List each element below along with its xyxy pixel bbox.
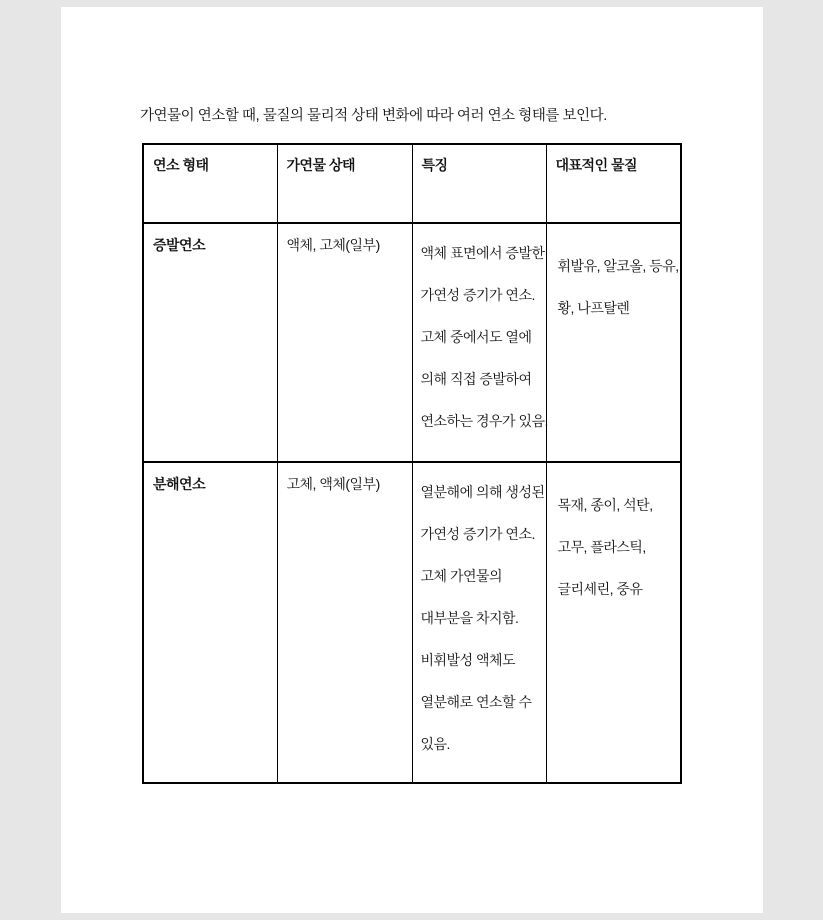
column-header-combustion-type: 연소 형태 xyxy=(143,144,277,223)
characteristics-line: 열분해로 연소할 수 xyxy=(420,694,532,710)
cell-representative-substances xyxy=(546,223,681,462)
column-header-representative-substances: 대표적인 물질 xyxy=(546,144,681,223)
table-row xyxy=(143,223,681,462)
characteristics-line: 고체 가연물의 xyxy=(420,568,503,584)
substances-line: 휘발유, 알코올, 등유, xyxy=(557,258,679,274)
column-header-fuel-state: 가연물 상태 xyxy=(277,144,412,223)
characteristics-line: 의해 직접 증발하여 xyxy=(420,371,532,387)
cell-fuel-state: 액체, 고체(일부) xyxy=(277,223,412,462)
characteristics-line: 고체 중에서도 열에 xyxy=(420,329,532,345)
characteristics-line: 비휘발성 액체도 xyxy=(420,652,516,668)
characteristics-line: 가연성 증기가 연소. xyxy=(420,287,535,303)
intro-paragraph: 가연물이 연소할 때, 물질의 물리적 상태 변화에 따라 여러 연소 형태를 보인다. xyxy=(140,107,607,124)
cell-representative-substances xyxy=(546,462,681,783)
cell-fuel-state: 고체, 액체(일부) xyxy=(277,462,412,783)
table-header xyxy=(143,144,681,223)
substances-line: 목재, 종이, 석탄, xyxy=(557,497,653,513)
document-page xyxy=(61,7,763,913)
cell-characteristics xyxy=(412,223,546,462)
characteristics-line: 열분해에 의해 생성된 xyxy=(420,484,545,500)
substances-line: 황, 나프탈렌 xyxy=(557,300,630,316)
column-header-characteristics: 특징 xyxy=(412,144,546,223)
characteristics-line: 대부분을 차지함. xyxy=(420,610,519,626)
combustion-types-table xyxy=(142,143,682,784)
characteristics-line: 액체 표면에서 증발한 xyxy=(420,245,545,261)
characteristics-line: 있음. xyxy=(420,736,450,752)
characteristics-line: 연소하는 경우가 있음. xyxy=(420,413,548,429)
substances-line: 고무, 플라스틱, xyxy=(557,539,646,555)
cell-combustion-type: 분해연소 xyxy=(143,462,277,783)
table-header-row xyxy=(143,144,681,223)
table-row xyxy=(143,462,681,783)
table-body xyxy=(143,223,681,783)
substances-line: 글리세린, 중유 xyxy=(557,581,643,597)
cell-combustion-type: 증발연소 xyxy=(143,223,277,462)
cell-characteristics xyxy=(412,462,546,783)
characteristics-line: 가연성 증기가 연소. xyxy=(420,526,535,542)
